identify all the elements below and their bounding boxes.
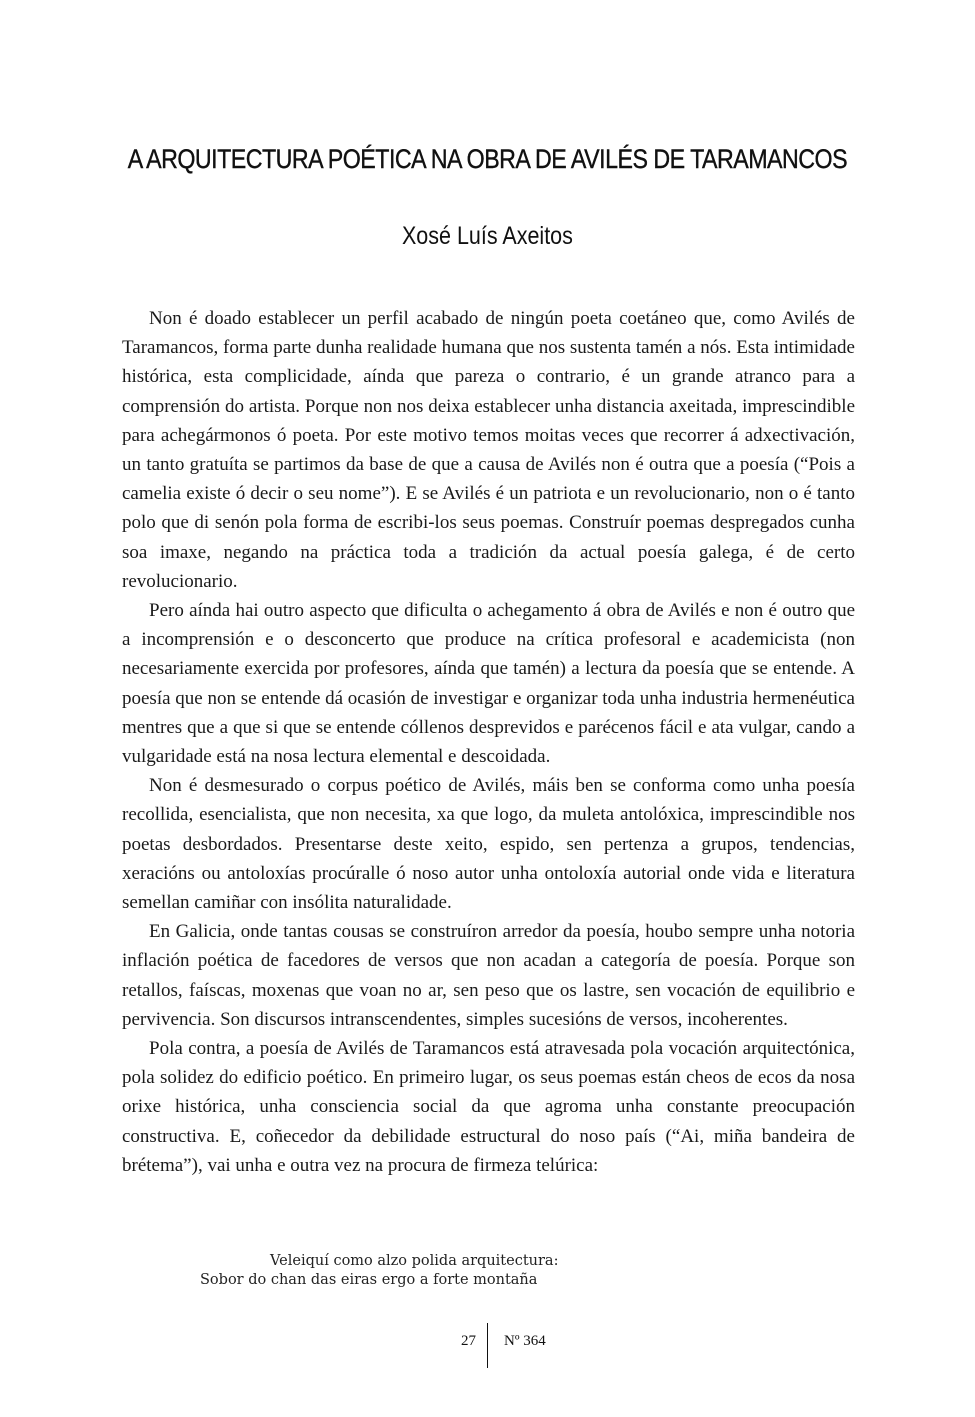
paragraph: Pola contra, a poesía de Avilés de Taramancos está atravesada pola vocación arquitectónica, pola solidez do edificio poético. En primeiro lugar, os seus poemas están cheos de ecos da nosa orixe histórica, unha consciencia social da que agroma unha constante preocupación constructiva. E, coñecedor da debilidade estructural do noso país (“Ai, miña bandeira de brétema”), vai unha e outra vez na procura de firmeza telúrica: bbox=[122, 1038, 855, 1176]
paragraph: Pero aínda hai outro aspecto que dificulta o achegamento á obra de Avilés e non é outro que a incomprensión e o desconcerto que produce na crítica profesoral e academicista (non necesariamente exercida por profesores, aínda que tamén) a lectura da poesía que se entende. A poesía que non se entende dá ocasión de investigar e organizar toda unha industria hermenéutica mentres que a que si que se entende cóllenos desprevidos e parécenos fácil e ata vulgar, cando a vulgaridade está na nosa lectura elemental e descoidada. bbox=[122, 600, 855, 768]
article-body bbox=[122, 304, 855, 1180]
issue-number: Nº 364 bbox=[504, 1333, 546, 1349]
verse-line: Sobor do chan das eiras ergo a forte montaña bbox=[200, 1272, 538, 1288]
article-title: A ARQUITECTURA POÉTICA NA OBRA DE AVILÉS DE TARAMANCOS bbox=[127, 144, 848, 174]
page-footer bbox=[0, 1323, 975, 1368]
verse-line: Veleiquí como alzo polida arquitectura: bbox=[270, 1253, 559, 1269]
footer-divider bbox=[487, 1323, 488, 1368]
article-author: Xosé Luís Axeitos bbox=[401, 222, 573, 250]
verse-quote bbox=[200, 1252, 560, 1290]
paragraph: En Galicia, onde tantas cousas se construíron arredor da poesía, houbo sempre unha notoria inflación poética de facedores de versos que non acadan a categoría de poesía. Porque son retallos, faíscas, moxenas que voan no ar, sen peso que os lastre, sen vocación de equilibrio e pervivencia. Son discursos intranscendentes, simples sucesións de versos, incoherentes. bbox=[122, 921, 855, 1030]
page-number: 27 bbox=[461, 1333, 476, 1349]
paragraph: Non é doado establecer un perfil acabado de ningún poeta coetáneo que, como Avilés de Taramancos, forma parte dunha realidade humana que nos sustenta tamén a nós. Esta intimidade histórica, esta complicidade, aínda que pareza o contrario, é un grande atranco para a comprensión do artista. Porque non nos deixa establecer unha distancia axeitada, imprescindible para achegármonos ó poeta. Por este motivo temos moitas veces que recorrer á adxectivación, un tanto gratuíta se partimos da base de que a causa de Avilés non é outra que a poesía (“Pois a camelia existe ó decir o seu nome”). E se Avilés é un patriota e un revolucionario, non o é tanto polo que di senón pola forma de escribi-los seus poemas. Construír poemas despregados cunha soa imaxe, negando na práctica toda a tradición da actual poesía galega, é de certo revolucionario. bbox=[122, 308, 855, 592]
paragraph: Non é desmesurado o corpus poético de Avilés, máis ben se conforma como unha poesía recollida, esencialista, que non necesita, xa que logo, da muleta antolóxica, imprescindible nos poetas desbordados. Presentarse deste xeito, espido, sen pertenza a grupos, tendencias, xeracións ou antoloxías procúralle ó noso autor unha ontoloxía autorial onde vida e literatura semellan camiñar con insólita naturalidade. bbox=[122, 775, 855, 914]
